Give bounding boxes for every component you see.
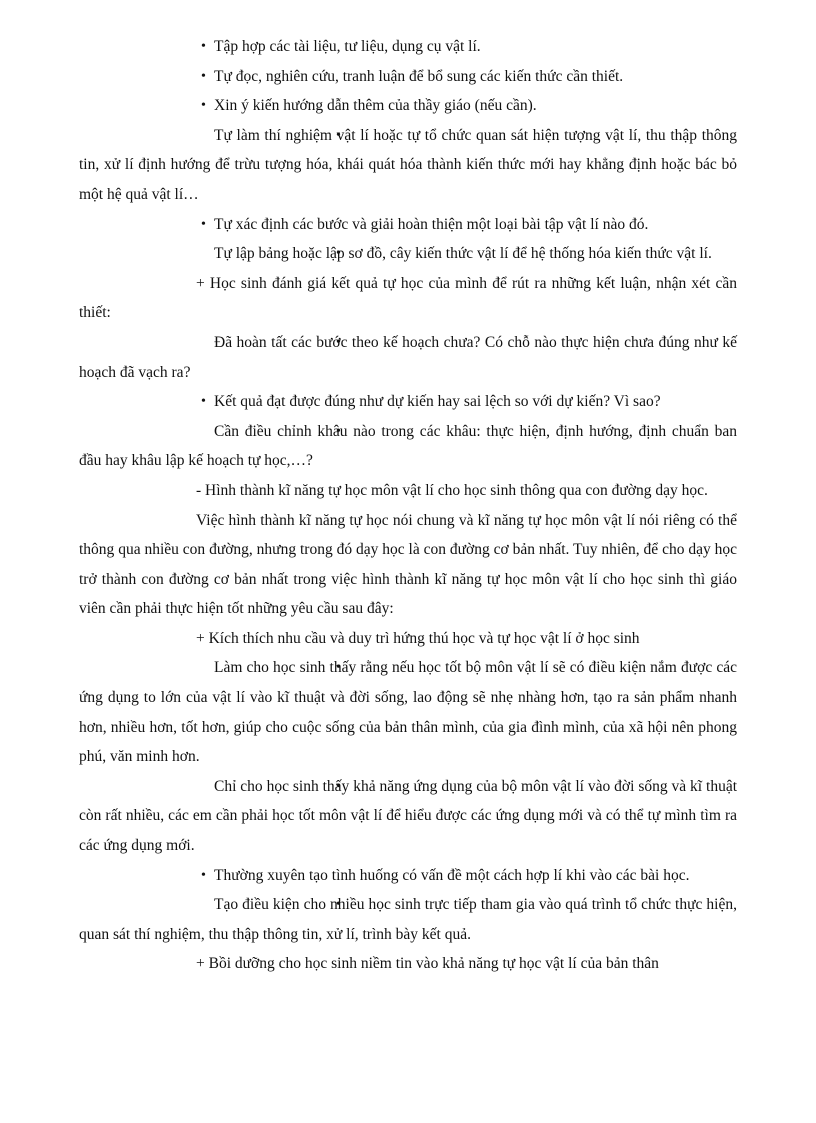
list-item-text: Làm cho học sinh thấy rằng nếu học tốt bộ môn vật lí sẽ có điều kiện nắm được các ứng dụng to lớn của vật lí vào kĩ thuật và đời sống, lao động sẽ nhẹ nhàng hơn, tạo ra sản phẩm nhanh hơn, nhiều hơn, tốt hơn, giúp cho cuộc sống của bản thân mình, của gia đình mình, của xã hội nên phong phú, văn minh hơn. <box>79 659 737 766</box>
list-item-text: Tự lập bảng hoặc lập sơ đồ, cây kiến thức vật lí để hệ thống hóa kiến thức vật lí. <box>214 245 712 263</box>
paragraph: + Kích thích nhu cầu và duy trì hứng thú học và tự học vật lí ở học sinh <box>196 629 640 647</box>
paragraph: + Học sinh đánh giá kết quả tự học của mình để rút ra những kết luận, nhận xét cần thiết: <box>79 274 737 322</box>
list-item-text: • Tự xác định các bước và giải hoàn thiện một loại bài tập vật lí nào đó. <box>214 215 649 233</box>
list-item-text: Đã hoàn tất các bước theo kế hoạch chưa? Có chỗ nào thực hiện chưa đúng như kế hoạch đã vạch ra? <box>79 333 737 381</box>
list-item-text: Tạo điều kiện cho nhiều học sinh trực tiếp tham gia vào quá trình tổ chức thực hiện, quan sát thí nghiệm, thu thập thông tin, xử lí, trình bày kết quả. <box>79 896 737 943</box>
list-item <box>79 121 737 210</box>
list-item-text: • Tự đọc, nghiên cứu, tranh luận để bổ sung các kiến thức cần thiết. <box>214 67 624 85</box>
paragraph: Việc hình thành kĩ năng tự học nói chung và kĩ năng tự học môn vật lí nói riêng có thể thông qua nhiều con đường, nhưng trong đó dạy học là con đường cơ bản nhất. Tuy nhiên, để cho dạy học trở thành con đường cơ bản nhất trong việc hình thành kĩ năng tự học môn vật lí cho học sinh thì giáo viên cần phải thực hiện tốt những yêu cầu sau đây: <box>79 511 737 618</box>
list-item <box>79 861 737 891</box>
list-item <box>79 328 737 387</box>
list-item <box>79 890 737 949</box>
list-item <box>79 62 737 92</box>
list-item <box>79 417 737 476</box>
list-item-text: • Kết quả đạt được đúng như dự kiến hay sai lệch so với dự kiến? Vì sao? <box>214 393 661 411</box>
list-item-text: • Thường xuyên tạo tình huống có vấn đề một cách hợp lí khi vào các bài học. <box>214 866 690 884</box>
paragraph: - Hình thành kĩ năng tự học môn vật lí cho học sinh thông qua con đường dạy học. <box>196 481 708 499</box>
list-item <box>79 210 737 240</box>
list-item-text: Tự làm thí nghiệm vật lí hoặc tự tổ chức quan sát hiện tượng vật lí, thu thập thông tin, xử lí định hướng để trừu tượng hóa, khái quát hóa thành kiến thức mới hay khẳng định hoặc bác bỏ một hệ quả vật lí… <box>79 126 737 203</box>
list-item-text: Chỉ cho học sinh thấy khả năng ứng dụng của bộ môn vật lí vào đời sống và kĩ thuật còn rất nhiều, các em cần phải học tốt môn vật lí để hiểu được các ứng dụng mới và có thể tự mình tìm ra các ứng dụng mới. <box>79 777 737 855</box>
list-item <box>79 772 737 861</box>
list-item-text: • Xin ý kiến hướng dẫn thêm của thầy giáo (nếu cần). <box>214 97 537 115</box>
list-item <box>79 653 737 771</box>
list-item <box>79 239 737 269</box>
list-item-text: Cần điều chỉnh khâu nào trong các khâu: thực hiện, định hướng, định chuẩn ban đầu hay khâu lập kế hoạch tự học,…? <box>79 422 737 470</box>
list-item <box>79 91 737 121</box>
list-item <box>79 387 737 417</box>
list-item-text: • Tập hợp các tài liệu, tư liệu, dụng cụ vật lí. <box>214 38 481 55</box>
document-body <box>79 32 737 979</box>
list-item <box>79 32 737 62</box>
paragraph: + Bồi dưỡng cho học sinh niềm tin vào khả năng tự học vật lí của bản thân <box>196 955 659 973</box>
